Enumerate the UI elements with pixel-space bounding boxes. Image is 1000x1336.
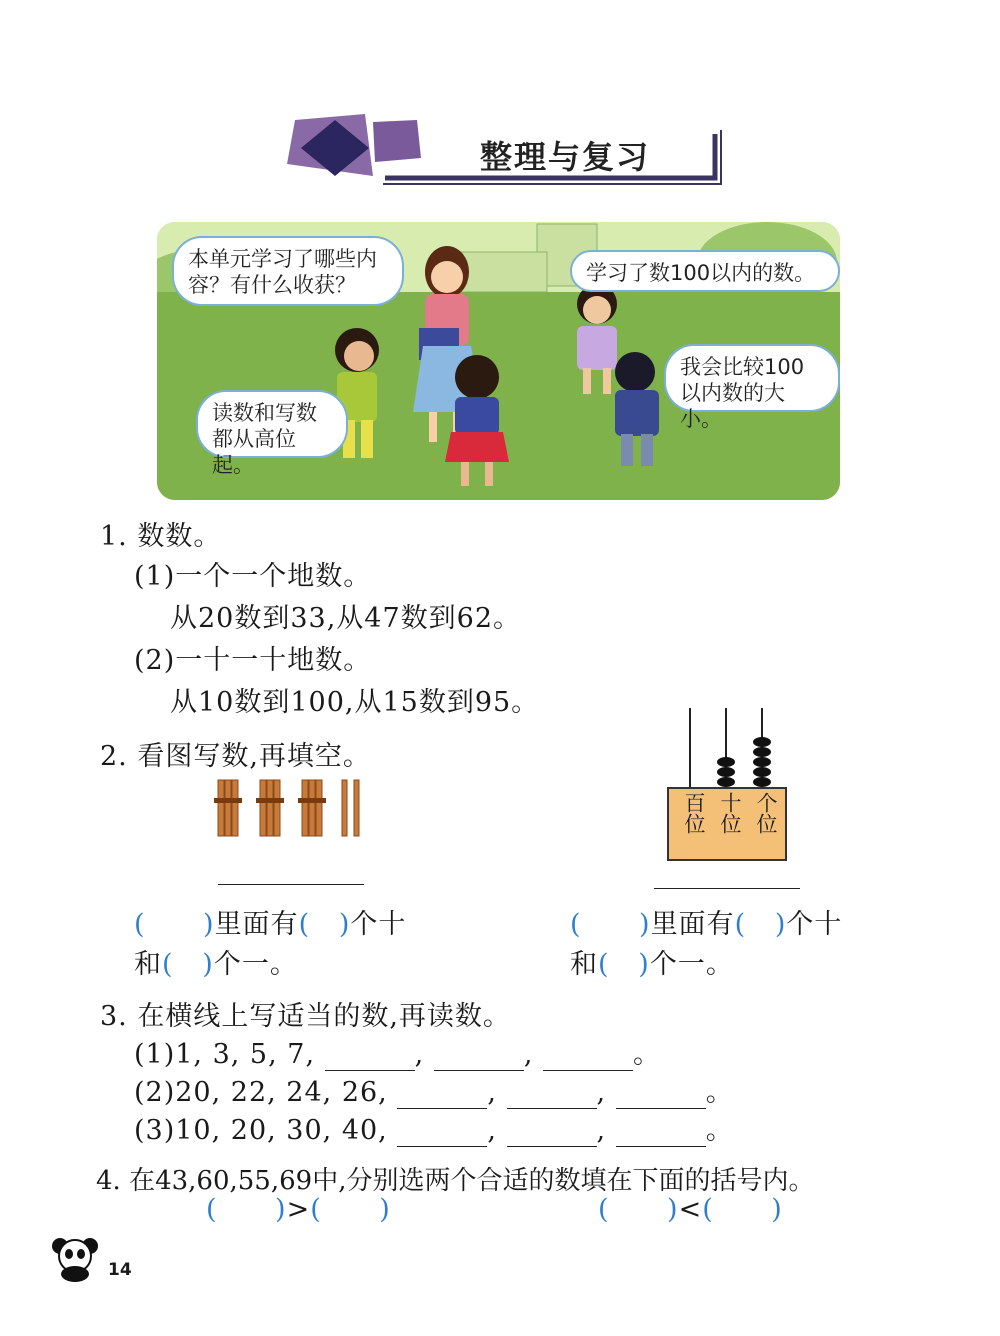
- q2-text-tens: 个十: [786, 909, 843, 940]
- q2-right-line2: [570, 942, 734, 981]
- bracket-ones[interactable]: ( ): [598, 949, 650, 980]
- q2-text-and: 和: [134, 949, 162, 980]
- q2-right-line1: [570, 902, 842, 941]
- q2-text-ones: 个一。: [213, 949, 298, 980]
- answer-blank[interactable]: [325, 1046, 415, 1071]
- answer-blank[interactable]: [507, 1122, 597, 1147]
- q2-text-tens: 个十: [350, 909, 407, 940]
- q1-sub2: (2)一十一十地数。: [134, 645, 372, 676]
- speech-bubble-boy-left: 读数和写数都从高位起。: [196, 390, 348, 458]
- q4-compare-gt: [206, 1194, 391, 1225]
- answer-blank[interactable]: [434, 1046, 524, 1071]
- page-title: 整理与复习: [480, 138, 651, 176]
- q2-text-inside: 里面有: [650, 909, 735, 940]
- q3-title: 3. 在横线上写适当的数,再读数。: [100, 1001, 511, 1032]
- abacus-label-hundreds: 百位: [682, 792, 706, 834]
- q4-title: 4. 在43,60,55,69中,分别选两个合适的数填在下面的括号内。: [96, 1166, 815, 1196]
- q1-title: 1. 数数。: [100, 521, 222, 552]
- bracket-open[interactable]: ( ): [134, 909, 215, 940]
- q3-row-seq: 20, 22, 24, 26,: [175, 1077, 388, 1108]
- q3-row-1: (1)1, 3, 5, 7, , , 。: [134, 1039, 661, 1070]
- speech-bubble-teacher: 本单元学习了哪些内容？有什么收获？: [172, 236, 404, 306]
- bracket-left[interactable]: ( ): [598, 1194, 679, 1225]
- answer-blank[interactable]: [507, 1084, 597, 1109]
- q1-sub1-detail: 从20数到33,从47数到62。: [170, 603, 522, 634]
- answer-blank[interactable]: [616, 1122, 706, 1147]
- bracket-left[interactable]: ( ): [206, 1194, 287, 1225]
- panda-icon: [50, 1236, 100, 1282]
- abacus-labels: [676, 792, 784, 834]
- q2-text-ones: 个一。: [649, 949, 734, 980]
- bracket-right[interactable]: ( ): [702, 1194, 783, 1225]
- bracket-tens[interactable]: ( ): [734, 909, 787, 940]
- q1-sub2-detail: 从10数到100,从15数到95。: [170, 687, 540, 718]
- answer-blank[interactable]: [616, 1084, 706, 1109]
- q3-row-3: (3)10, 20, 30, 40, , , 。: [134, 1115, 734, 1146]
- q3-row-label: (3): [134, 1115, 176, 1146]
- answer-line-sticks: [218, 884, 364, 885]
- q1-sub1: (1)一个一个地数。: [134, 561, 372, 592]
- q3-row-seq: 10, 20, 30, 40,: [175, 1115, 388, 1146]
- speech-bubble-boy-right: 我会比较100以内数的大小。: [664, 344, 840, 412]
- q3-row-2: (2)20, 22, 24, 26, , , 。: [134, 1077, 734, 1108]
- speech-bubble-girl: 学习了数100以内的数。: [570, 250, 840, 292]
- page-number: 14: [108, 1260, 132, 1280]
- abacus-label-ones: 个位: [754, 792, 778, 834]
- bracket-right[interactable]: ( ): [310, 1194, 391, 1225]
- q3-row-label: (2): [134, 1077, 176, 1108]
- bracket-ones[interactable]: ( ): [162, 949, 214, 980]
- q2-title: 2. 看图写数,再填空。: [100, 741, 371, 772]
- q3-row-seq: 1, 3, 5, 7,: [175, 1039, 316, 1070]
- stick-bundles-figure: [212, 776, 372, 840]
- bracket-tens[interactable]: ( ): [298, 909, 351, 940]
- greater-than-sign: >: [286, 1194, 311, 1225]
- q3-row-label: (1): [134, 1039, 176, 1070]
- less-than-sign: <: [678, 1194, 703, 1225]
- answer-line-abacus: [654, 888, 800, 889]
- answer-blank[interactable]: [397, 1122, 487, 1147]
- q2-text-inside: 里面有: [214, 909, 299, 940]
- q2-left-line1: [134, 902, 406, 941]
- bracket-open[interactable]: ( ): [570, 909, 651, 940]
- q2-text-and: 和: [570, 949, 598, 980]
- answer-blank[interactable]: [397, 1084, 487, 1109]
- q2-left-line2: [134, 942, 298, 981]
- abacus-label-tens: 十位: [718, 792, 742, 834]
- q4-compare-lt: [598, 1194, 783, 1225]
- answer-blank[interactable]: [543, 1046, 633, 1071]
- abacus-figure: [660, 704, 796, 864]
